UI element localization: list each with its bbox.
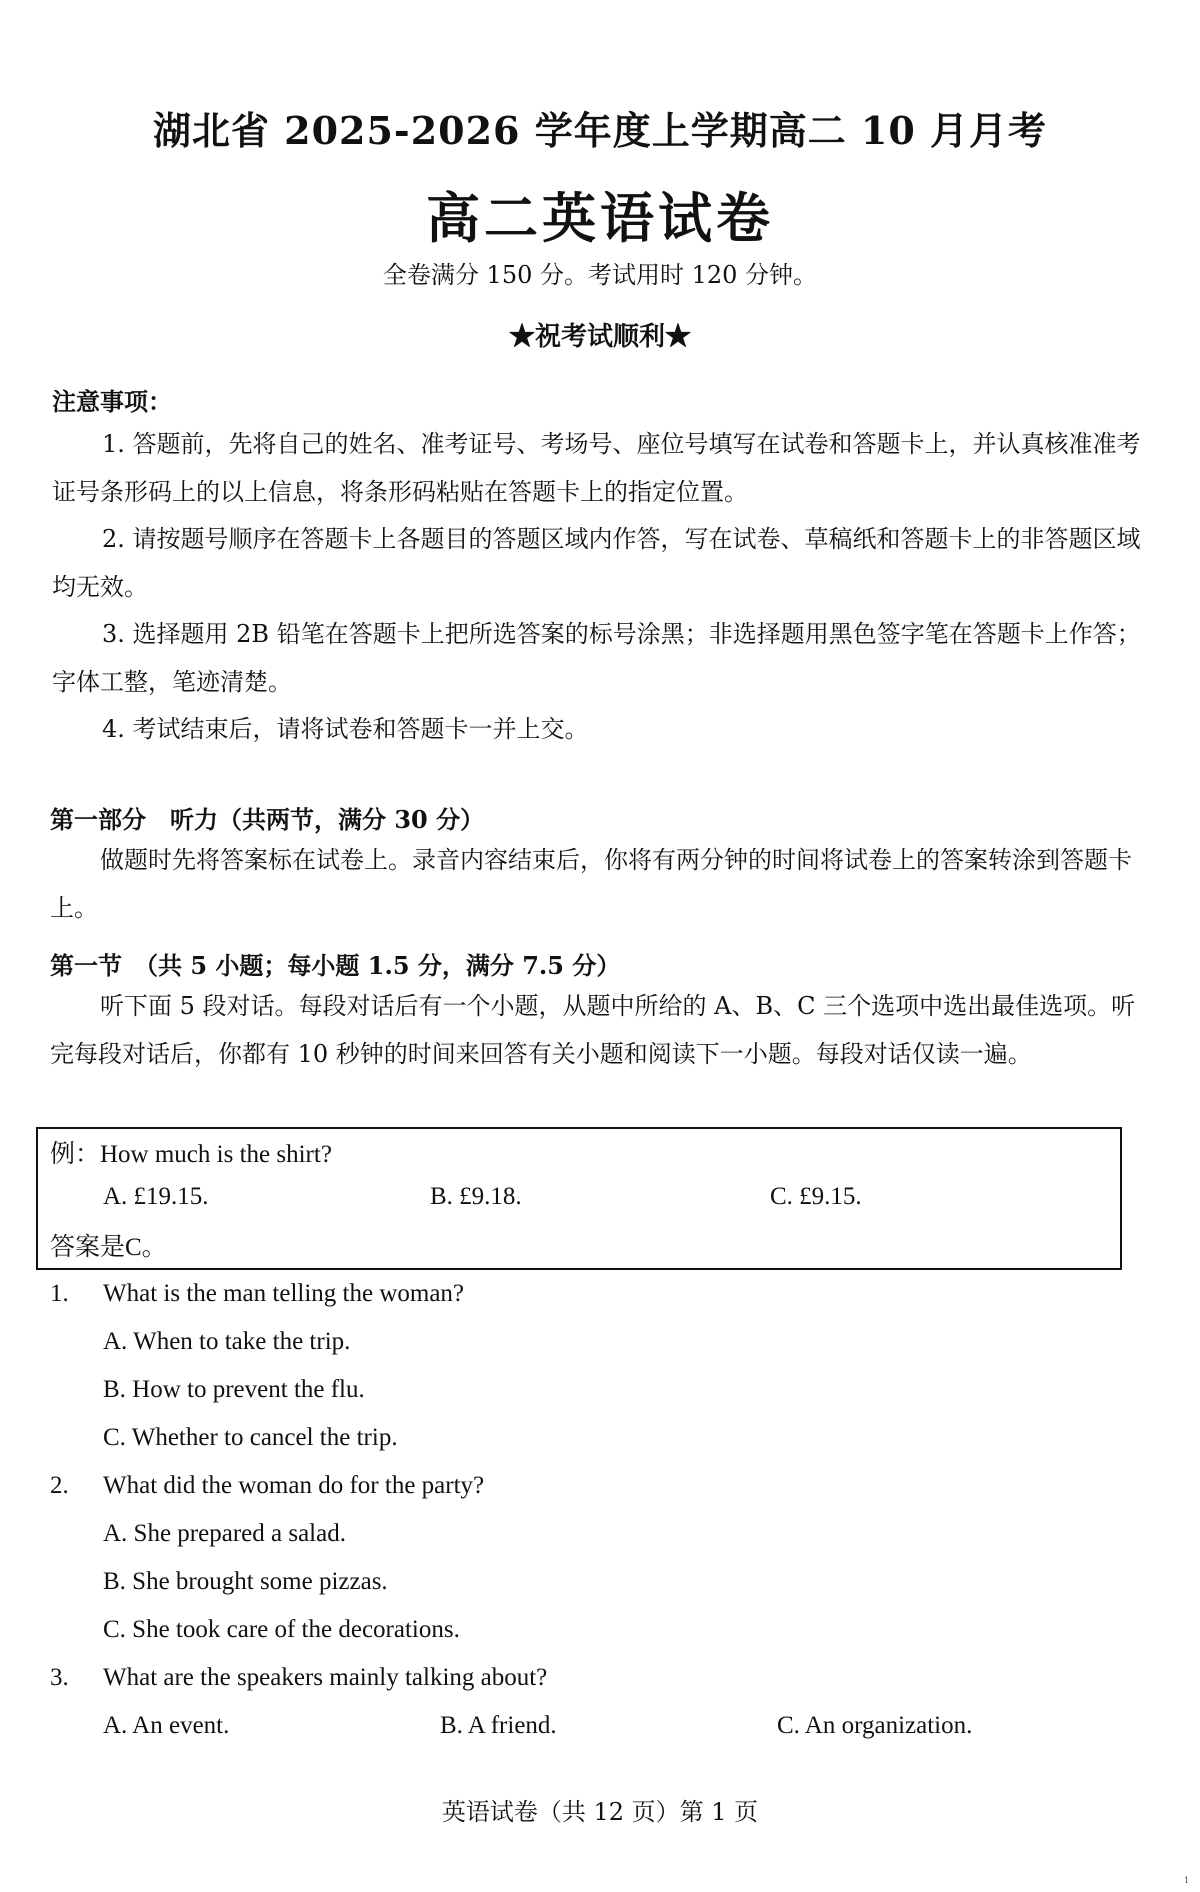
question-option: A. When to take the trip. xyxy=(103,1328,351,1355)
notice-item-2: 2. 请按题号顺序在答题卡上各题目的答题区域内作答，写在试卷、草稿纸和答题卡上的非答题区域均无效。 xyxy=(52,525,1141,601)
question-text: What is the man telling the woman? xyxy=(103,1280,465,1307)
question-option: B. How to prevent the flu. xyxy=(103,1376,365,1403)
good-luck-line: ★祝考试顺利★ xyxy=(508,322,691,352)
notice-item-1: 1. 答题前，先将自己的姓名、准考证号、考场号、座位号填写在试卷和答题卡上，并认真核准准考证号条形码上的以上信息，将条形码粘贴在答题卡上的指定位置。 xyxy=(52,430,1141,506)
example-answer: 答案是C。 xyxy=(50,1234,167,1261)
example-option-a: A. £19.15. xyxy=(103,1183,209,1210)
exam-title: 湖北省 2025-2026 学年度上学期高二 10 月月考 xyxy=(152,108,1048,153)
question-option: C. Whether to cancel the trip. xyxy=(103,1424,398,1451)
page-footer: 英语试卷（共 12 页）第 1 页 xyxy=(441,1798,759,1826)
question-number: 1. xyxy=(50,1280,69,1307)
question-option: C. An organization. xyxy=(777,1712,973,1739)
paper-title: 高二英语试卷 xyxy=(426,186,774,250)
part-one-intro: 做题时先将答案标在试卷上。录音内容结束后，你将有两分钟的时间将试卷上的答案转涂到答题卡上。 xyxy=(50,846,1132,922)
notice-item-3: 3. 选择题用 2B 铅笔在答题卡上把所选答案的标号涂黑；非选择题用黑色签字笔在答题卡上作答；字体工整，笔迹清楚。 xyxy=(52,620,1141,696)
question-option: C. She took care of the decorations. xyxy=(103,1616,460,1643)
question-option: A. An event. xyxy=(103,1712,230,1739)
question-option: A. She prepared a salad. xyxy=(103,1520,346,1547)
question-option: B. A friend. xyxy=(440,1712,557,1739)
question-number: 2. xyxy=(50,1472,69,1499)
example-option-b: B. £9.18. xyxy=(430,1183,522,1210)
part-one-heading: 第一部分 听力（共两节，满分 30 分） xyxy=(50,805,485,834)
notice-item-4: 4. 考试结束后，请将试卷和答题卡一并上交。 xyxy=(102,715,589,743)
question-text: What are the speakers mainly talking about? xyxy=(103,1664,548,1691)
example-option-c: C. £9.15. xyxy=(770,1183,862,1210)
notice-heading: 注意事项： xyxy=(52,387,172,416)
question-number: 3. xyxy=(50,1664,69,1691)
corner-mark: 1 xyxy=(1184,1876,1190,1885)
section-one-intro: 听下面 5 段对话。每段对话后有一个小题，从题中所给的 A、B、C 三个选项中选出最佳选项。听完每段对话后，你都有 10 秒钟的时间来回答有关小题和阅读下一小题。每段对话仅读一遍。 xyxy=(50,992,1136,1068)
example-question: 例：How much is the shirt? xyxy=(50,1141,332,1168)
section-one-heading: 第一节 （共 5 小题；每小题 1.5 分，满分 7.5 分） xyxy=(50,951,621,980)
question-option: B. She brought some pizzas. xyxy=(103,1568,388,1595)
question-text: What did the woman do for the party? xyxy=(103,1472,485,1499)
score-info: 全卷满分 150 分。考试用时 120 分钟。 xyxy=(382,261,818,289)
